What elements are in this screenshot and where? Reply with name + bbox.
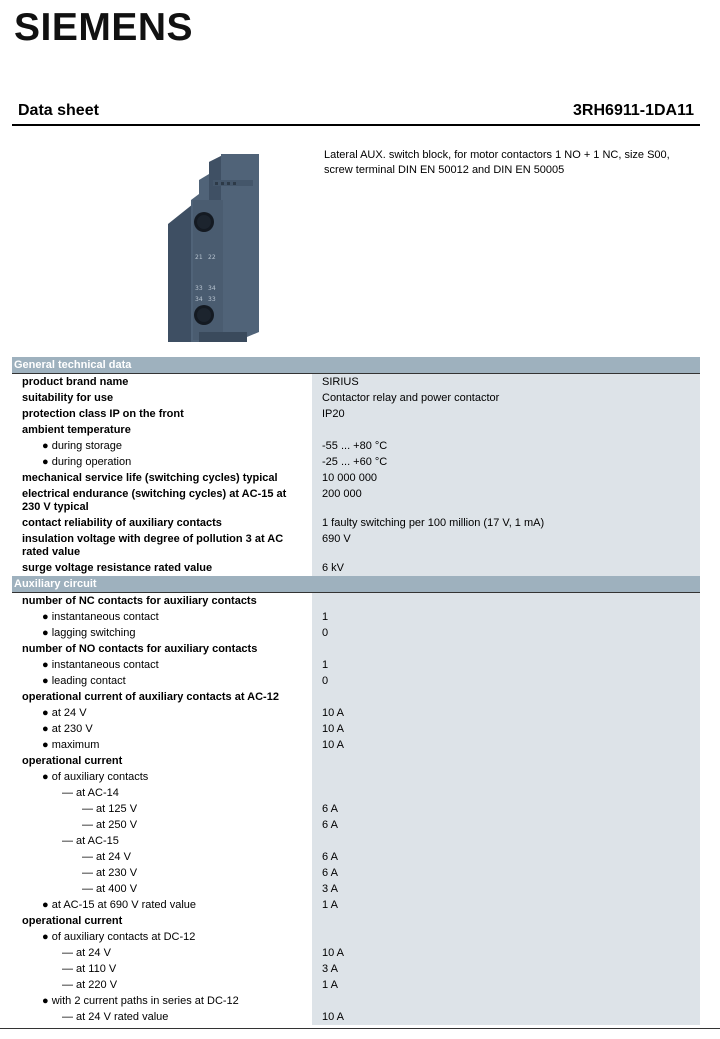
table-row [12, 721, 700, 737]
section-header: Auxiliary circuit [12, 576, 700, 593]
table-row [12, 560, 700, 576]
row-label: ● of auxiliary contacts [42, 770, 149, 783]
row-value: 10 A [312, 705, 700, 721]
row-value: -55 ... +80 °C [312, 438, 700, 454]
row-value [312, 929, 700, 945]
row-value: 690 V [312, 531, 700, 560]
row-value: 6 A [312, 817, 700, 833]
row-label: protection class IP on the front [22, 407, 184, 420]
row-label: suitability for use [22, 391, 114, 404]
row-label: ● of auxiliary contacts at DC-12 [42, 930, 196, 943]
row-value: 10 000 000 [312, 470, 700, 486]
row-value: 1 [312, 609, 700, 625]
row-label: — at 125 V [82, 802, 138, 815]
row-label: — at 24 V [82, 850, 131, 863]
row-label: — at 24 V rated value [62, 1010, 169, 1023]
row-value: 6 A [312, 849, 700, 865]
row-label: — at AC-14 [62, 786, 119, 799]
row-value: 200 000 [312, 486, 700, 515]
page-title: Data sheet [18, 102, 99, 119]
table-row [12, 657, 700, 673]
terminal-label: 21 [195, 254, 203, 261]
table-row [12, 769, 700, 785]
row-label: — at 230 V [82, 866, 138, 879]
table-row [12, 705, 700, 721]
row-value: 10 A [312, 737, 700, 753]
row-value [312, 833, 700, 849]
row-label: number of NC contacts for auxiliary contacts [22, 594, 257, 607]
table-row [12, 531, 700, 560]
siemens-logo: SIEMENS [14, 6, 194, 49]
row-value: IP20 [312, 406, 700, 422]
row-label: ● instantaneous contact [42, 610, 159, 623]
row-label: ● with 2 current paths in series at DC-12 [42, 994, 239, 1007]
table-row [12, 406, 700, 422]
row-label: number of NO contacts for auxiliary contacts [22, 642, 258, 655]
table-row [12, 593, 700, 609]
row-value: SIRIUS [312, 374, 700, 390]
table-row [12, 486, 700, 515]
row-label: contact reliability of auxiliary contacts [22, 516, 222, 529]
row-value: 6 A [312, 801, 700, 817]
table-row [12, 913, 700, 929]
section-header: General technical data [12, 357, 700, 374]
table-row [12, 881, 700, 897]
row-value [312, 593, 700, 609]
table-row [12, 1009, 700, 1025]
table-row [12, 641, 700, 657]
row-label: ● instantaneous contact [42, 658, 159, 671]
row-value [312, 422, 700, 438]
table-row [12, 753, 700, 769]
row-label: operational current of auxiliary contacts at AC-12 [22, 690, 279, 703]
row-value: 6 A [312, 865, 700, 881]
table-row [12, 817, 700, 833]
row-label: ● leading contact [42, 674, 126, 687]
table-row [12, 438, 700, 454]
table-row [12, 374, 700, 390]
row-value [312, 785, 700, 801]
table-row [12, 390, 700, 406]
table-row [12, 515, 700, 531]
row-value: 6 kV [312, 560, 700, 576]
row-value [312, 689, 700, 705]
terminal-label: 34 [208, 285, 216, 292]
row-label: — at 110 V [62, 962, 117, 975]
table-row [12, 961, 700, 977]
row-label: ● at AC-15 at 690 V rated value [42, 898, 197, 911]
row-value [312, 913, 700, 929]
table-row [12, 785, 700, 801]
row-value [312, 753, 700, 769]
product-description: Lateral AUX. switch block, for motor contactors 1 NO + 1 NC, size S00, screw terminal DIN EN 50012 and DIN EN 50005 [324, 149, 670, 176]
row-value: 10 A [312, 1009, 700, 1025]
spec-table [12, 357, 700, 1025]
row-value: 0 [312, 625, 700, 641]
row-label: operational current [22, 754, 123, 767]
table-row [12, 673, 700, 689]
row-label: — at 400 V [82, 882, 138, 895]
row-value: 1 A [312, 897, 700, 913]
table-row [12, 929, 700, 945]
row-label: ● at 230 V [42, 722, 93, 735]
row-value: Contactor relay and power contactor [312, 390, 700, 406]
table-row [12, 897, 700, 913]
row-label: operational current [22, 914, 123, 927]
row-value: 3 A [312, 881, 700, 897]
table-row [12, 865, 700, 881]
row-label: — at 24 V [62, 946, 111, 959]
row-label: surge voltage resistance rated value [22, 561, 213, 574]
row-value: 3 A [312, 961, 700, 977]
terminal-label: 34 [195, 296, 203, 303]
title-bar [12, 102, 700, 126]
table-row [12, 849, 700, 865]
row-label: ● maximum [42, 738, 100, 751]
table-row [12, 422, 700, 438]
row-label: product brand name [22, 375, 129, 388]
row-label: mechanical service life (switching cycles) typical [22, 471, 278, 484]
row-label: ● lagging switching [42, 626, 136, 639]
table-row [12, 993, 700, 1009]
table-row [12, 945, 700, 961]
row-value: 1 A [312, 977, 700, 993]
table-row [12, 977, 700, 993]
row-value: 0 [312, 673, 700, 689]
row-value [312, 769, 700, 785]
row-label: electrical endurance (switching cycles) at AC-15 at 230 V typical [22, 487, 287, 513]
terminal-label: 33 [195, 285, 203, 292]
product-code: 3RH6911-1DA11 [573, 102, 694, 119]
row-label: ● during storage [42, 439, 123, 452]
product-image [163, 152, 263, 344]
row-value: 10 A [312, 945, 700, 961]
table-row [12, 833, 700, 849]
table-row [12, 454, 700, 470]
row-value: 10 A [312, 721, 700, 737]
row-label: ● during operation [42, 455, 132, 468]
row-value: 1 [312, 657, 700, 673]
row-label: ambient temperature [22, 423, 131, 436]
table-row [12, 737, 700, 753]
table-row [12, 470, 700, 486]
terminal-label: 33 [208, 296, 216, 303]
row-label: ● at 24 V [42, 706, 87, 719]
row-label: — at 220 V [62, 978, 118, 991]
terminal-label: 22 [208, 254, 216, 261]
footer-divider [0, 1028, 720, 1029]
table-row [12, 689, 700, 705]
row-label: insulation voltage with degree of pollution 3 at AC rated value [22, 532, 284, 558]
row-label: — at AC-15 [62, 834, 119, 847]
row-value [312, 993, 700, 1009]
row-value [312, 641, 700, 657]
row-value: 1 faulty switching per 100 million (17 V, 1 mA) [312, 515, 700, 531]
table-row [12, 625, 700, 641]
row-value: -25 ... +60 °C [312, 454, 700, 470]
table-row [12, 609, 700, 625]
table-row [12, 801, 700, 817]
row-label: — at 250 V [82, 818, 138, 831]
